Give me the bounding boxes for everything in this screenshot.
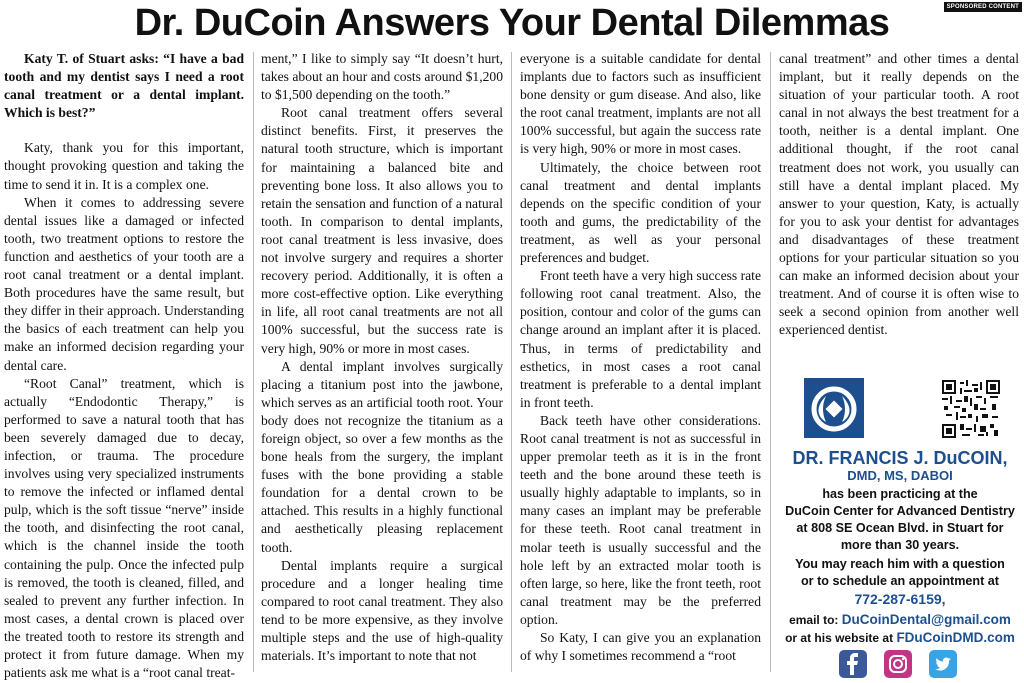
column-divider [253,52,254,672]
website-label: or at his website at [785,631,894,645]
paragraph: A dental implant involves surgically placing a titanium post into the jawbone, which serves as an artificial tooth root. Your body does not recognize the titanium as a foreign object, so over a few months as the bone heals from the surgery, the implant fuses with the bone providing a stable foundation for a dental crown to be attached. This results in a highly functional and aesthetically pleasing replacement tooth. [261,358,503,555]
sponsored-badge: SPONSORED CONTENT [944,2,1022,12]
paragraph: ment,” I like to simply say “It doesn’t hurt, takes about an hour and costs around $1,200 to $1,500 depending on the tooth.” [261,51,503,103]
email-label: email to: [789,613,839,627]
paragraph: Dental implants require a surgical procedure and a longer healing time compared to root canal treatment. They also tend to be more expensive, as they involve multiple steps and the use of high-quality materials. It’s important to note that not [261,557,503,664]
paragraph: Root canal treatment offers several distinct benefits. First, it preserves the natural tooth structure, which is important for maintaining a balanced bite and preventing bone loss. It also allows you to retain the sensation and function of a natural tooth. In comparison to dental implants, root canal treatment is less invasive, does not involve surgery and requires a shorter recovery period. Additionally, it is often a more cost-effective option. Like everything in life, all root canal treatments are not all 100% successful, but the success rate is very high, 90% or more in most cases. [261,105,503,356]
contact-card [778,372,1022,680]
article-column-2 [261,50,503,665]
bio-line: has been practicing at the [822,487,978,501]
article-column-4 [779,50,1019,340]
bio-line: DuCoin Center for Advanced Dentistry [785,504,1015,518]
paragraph: Ultimately, the choice between root canal treatment and dental implants depends on the specific condition of your tooth and gums, the predictability of the treatment, as well as your personal preferences and budget. [520,159,761,266]
paragraph: “Root Canal” treatment, which is actually “Endodontic Therapy,” is performed to save a natural tooth that has been severely damaged due to decay, infection, or trauma. The procedure involves using very specialized instruments to remove the infected or inflamed dental pulp, which is the soft tissue “nerve” inside the tooth, and disinfecting the root canal, which is the channel inside the tooth containing the pulp. Once the infected pulp is removed, the tooth is cleaned, filled, and sealed to prevent any further infection. In most cases, a dental crown is placed over the treated tooth to restore its strength and protect it from future damage. When my patients ask me what is a “root canal treat- [4,375,244,681]
paragraph: So Katy, I can give you an explanation of why I sometimes recommend a “root [520,630,761,664]
paragraph: everyone is a suitable candidate for dental implants due to factors such as insufficient bone density or gum disease. And also, like the root canal treatment, implants are not all 100% successful, but again the success rate is very high, 90% or more in most cases. [520,51,761,157]
logo-icon [804,378,864,438]
contact-line: or to schedule an appointment at [800,574,1000,588]
page-title: Dr. DuCoin Answers Your Dental Dilemmas [134,2,890,44]
email-line [778,611,1022,630]
twitter-icon[interactable] [929,650,957,678]
phone-link[interactable]: 772-287-6159, [854,591,946,607]
qr-code-icon[interactable] [942,380,1000,438]
bio-line: more than 30 years. [840,538,960,552]
paragraph: Back teeth have other considerations. Root canal treatment is not as successful in upper premolar teeth as it is in the front teeth and the bone around these teeth is usually highly adaptable to implants, so in many cases an implant may be preferable for these teeth. Root canal treatment in molar teeth is usually successful and the hole left by an extracted molar tooth is often large, so here, like the front teeth, root canal treatment may be the preferred option. [520,412,761,627]
paragraph: Katy, thank you for this important, thought provoking question and taking the time to send it in. It is a complex one. [4,140,244,192]
column-divider [511,52,512,672]
doctor-name: DR. FRANCIS J. DuCOIN, [792,448,1008,468]
paragraph: When it comes to addressing severe dental issues like a damaged or infected tooth, two treatment options to restore the function and aesthetics of your tooth are a root canal treatment or a dental implant. Both procedures have the same result, but they differ in their approach. Understanding the basics of each treatment can help you make an informed decision regarding your dental care. [4,194,244,373]
doctor-credentials: DMD, MS, DABOI [847,468,953,483]
bio-line: at 808 SE Ocean Blvd. in Stuart for [796,521,1004,535]
paragraph: Front teeth have a very high success rate following root canal treatment. Also, the position, contour and color of the gums can change around an implant after it is placed. Thus, in terms of predictability and esthetics, in most cases a root canal treatment is preferable to a dental implant in front teeth. [520,268,761,410]
contact-line: You may reach him with a question [795,557,1005,571]
email-link[interactable]: DuCoinDental@gmail.com [841,612,1011,627]
paragraph: canal treatment” and other times a dental implant, but it really depends on the situation of your particular tooth. A root canal in not always the best treatment for a tooth, neither is a dental implant. One additional thought, if the root canal treatment does not work, you usually can still have a dental implant placed. My answer to your question, Katy, is actually for you to ask your dentist for advantages and disadvantages of these treatment options for your particular situation so you can make an informed decision about your treatment. And of course it is often wise to seek a second opinion from another well experienced dentist. [779,51,1019,338]
website-link[interactable]: FDuCoinDMD.com [896,630,1015,645]
reader-question: Katy T. of Stuart asks: “I have a bad tooth and my dentist says I need a root canal treatment or a dental implant. Which is best?” [4,51,244,121]
instagram-icon[interactable] [884,650,912,678]
column-divider [770,52,771,672]
article-column-1 [4,50,244,682]
website-line [778,629,1022,648]
facebook-icon[interactable] [839,650,867,678]
article-column-3 [520,50,761,665]
